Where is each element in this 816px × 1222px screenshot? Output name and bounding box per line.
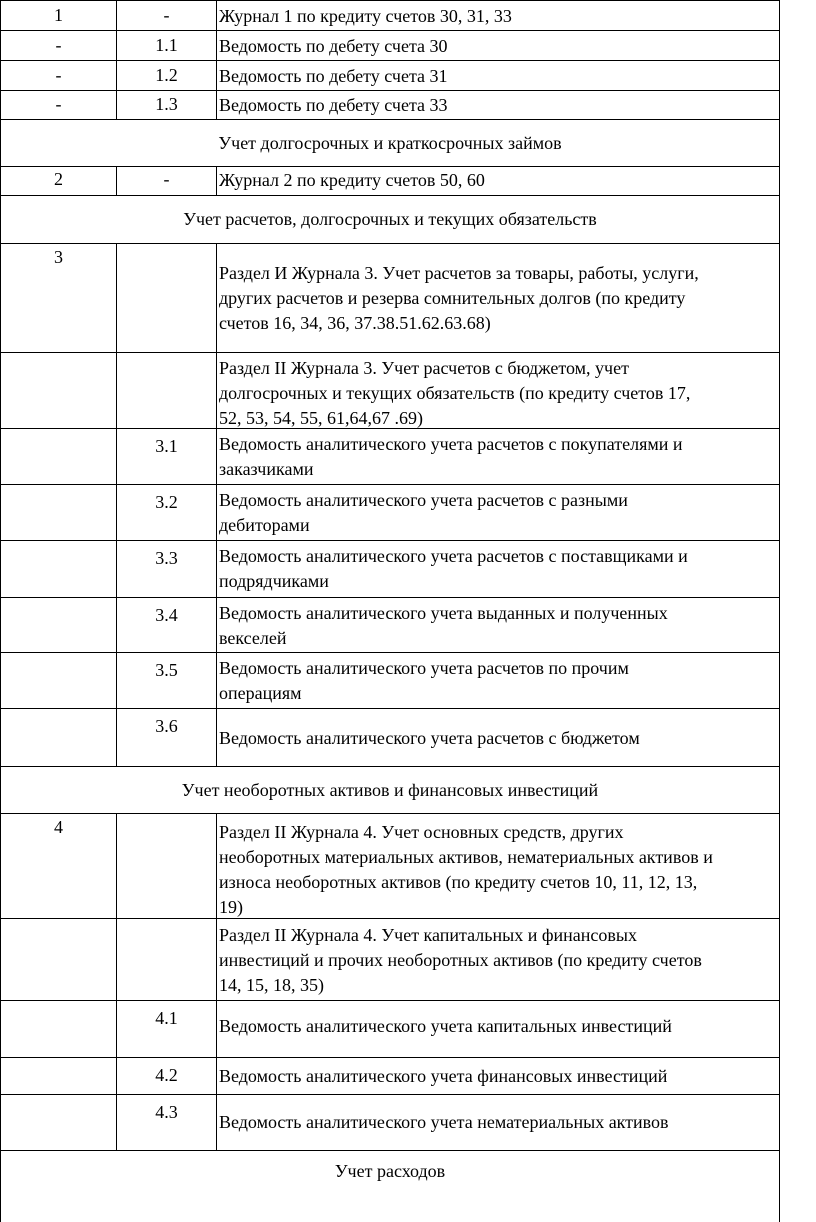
table-row bbox=[0, 598, 780, 653]
register-name-line: Ведомость аналитического учета расчетов по прочим bbox=[219, 658, 629, 678]
statement-number-cell bbox=[117, 919, 217, 1000]
register-name-cell bbox=[217, 1058, 779, 1094]
section-title: Учет расходов bbox=[334, 1161, 446, 1181]
statement-number-cell bbox=[117, 167, 217, 195]
register-name-line: Журнал 2 по кредиту счетов 50, 60 bbox=[219, 170, 485, 190]
statement-number-cell bbox=[117, 353, 217, 428]
register-name-cell bbox=[217, 429, 779, 484]
register-name-cell bbox=[217, 541, 779, 597]
statement-number-cell bbox=[117, 244, 217, 352]
register-name-line: счетов 16, 34, 36, 37.38.51.62.63.68) bbox=[219, 313, 491, 333]
table-row bbox=[0, 653, 780, 709]
register-name-line: Раздел II Журнала 4. Учет основных средств, других bbox=[219, 822, 624, 842]
journal-number-cell bbox=[1, 709, 117, 766]
register-name-line: инвестиций и прочих необоротных активов (по кредиту счетов bbox=[219, 950, 702, 970]
register-name-line: Ведомость аналитического учета капитальных инвестиций bbox=[219, 1016, 672, 1036]
journal-number-cell bbox=[1, 1058, 117, 1094]
register-name-line: заказчиками bbox=[219, 459, 314, 479]
section-title: Учет долгосрочных и краткосрочных займов bbox=[218, 133, 562, 153]
register-name-cell bbox=[217, 709, 779, 766]
register-name-line: Раздел И Журнала 3. Учет расчетов за товары, работы, услуги, bbox=[219, 263, 699, 283]
statement-number-cell bbox=[117, 61, 217, 90]
journal-number-cell bbox=[1, 919, 117, 1000]
statement-number: 1.1 bbox=[155, 35, 178, 55]
table-row bbox=[0, 919, 780, 1001]
register-name-line: износа необоротных активов (по кредиту счетов 10, 11, 12, 13, bbox=[219, 872, 698, 892]
table-row bbox=[0, 485, 780, 541]
statement-number-cell bbox=[117, 814, 217, 918]
section-header-row bbox=[0, 767, 780, 814]
statement-number-cell bbox=[117, 429, 217, 484]
statement-number-cell bbox=[117, 485, 217, 540]
table-row bbox=[0, 167, 780, 196]
statement-number: 1.2 bbox=[155, 65, 178, 85]
statement-number-cell bbox=[117, 709, 217, 766]
journal-number-cell bbox=[1, 31, 117, 60]
statement-number-cell bbox=[117, 1, 217, 30]
register-name-line: Ведомость по дебету счета 31 bbox=[219, 66, 448, 86]
statement-number-cell bbox=[117, 541, 217, 597]
register-name-cell bbox=[217, 61, 779, 90]
journal-number: 2 bbox=[54, 169, 63, 189]
journal-number: - bbox=[55, 94, 62, 114]
register-name-cell bbox=[217, 91, 779, 119]
register-name-line: Ведомость аналитического учета выданных и полученных bbox=[219, 603, 668, 623]
register-name-cell bbox=[217, 1, 779, 30]
statement-number-cell bbox=[117, 653, 217, 708]
statement-number: 4.3 bbox=[155, 1102, 178, 1122]
register-name-line: дебиторами bbox=[219, 515, 310, 535]
journal-number: 3 bbox=[54, 247, 63, 267]
table-row bbox=[0, 541, 780, 598]
section-title: Учет необоротных активов и финансовых инвестиций bbox=[181, 780, 599, 800]
table-row bbox=[0, 1095, 780, 1151]
journal-number-cell bbox=[1, 653, 117, 708]
section-title: Учет расчетов, долгосрочных и текущих обязательств bbox=[183, 209, 597, 229]
register-name-line: 14, 15, 18, 35) bbox=[219, 975, 324, 995]
register-name-line: других расчетов и резерва сомнительных долгов (по кредиту bbox=[219, 288, 686, 308]
journal-number-cell bbox=[1, 485, 117, 540]
table-row bbox=[0, 814, 780, 919]
statement-number: 3.6 bbox=[155, 716, 178, 736]
table-row bbox=[0, 1001, 780, 1058]
register-name-line: необоротных материальных активов, нематериальных активов и bbox=[219, 847, 713, 867]
statement-number: 4.1 bbox=[155, 1008, 178, 1028]
statement-number: 3.5 bbox=[155, 660, 178, 680]
statement-number-cell bbox=[117, 598, 217, 652]
register-name-line: Ведомость аналитического учета расчетов с бюджетом bbox=[219, 728, 640, 748]
statement-number: 4.2 bbox=[155, 1065, 178, 1085]
journal-number-cell bbox=[1, 429, 117, 484]
register-name-cell bbox=[217, 244, 779, 352]
journal-number: 1 bbox=[54, 5, 63, 25]
register-name-line: векселей bbox=[219, 628, 287, 648]
register-name-cell bbox=[217, 1001, 779, 1057]
statement-number-cell bbox=[117, 1058, 217, 1094]
statement-number: 1.3 bbox=[155, 94, 178, 114]
statement-number: 3.4 bbox=[155, 605, 178, 625]
journal-number-cell bbox=[1, 814, 117, 918]
journal-number-cell bbox=[1, 1095, 117, 1150]
register-name-cell bbox=[217, 1095, 779, 1150]
register-name-line: 52, 53, 54, 55, 61,64,67 .69) bbox=[219, 408, 423, 428]
statement-number: 3.1 bbox=[155, 436, 178, 456]
register-name-line: 19) bbox=[219, 897, 243, 917]
register-name-line: Раздел II Журнала 4. Учет капитальных и финансовых bbox=[219, 925, 637, 945]
statement-number: - bbox=[163, 5, 170, 25]
register-name-line: Ведомость аналитического учета расчетов с разными bbox=[219, 490, 628, 510]
register-name-cell bbox=[217, 919, 779, 1000]
journal-number-cell bbox=[1, 541, 117, 597]
journal-number: - bbox=[55, 65, 62, 85]
statement-number-cell bbox=[117, 91, 217, 119]
register-name-line: Ведомость аналитического учета нематериальных активов bbox=[219, 1112, 669, 1132]
journal-number-cell bbox=[1, 244, 117, 352]
journal-number-cell bbox=[1, 91, 117, 119]
table-row bbox=[0, 353, 780, 429]
register-name-cell bbox=[217, 598, 779, 652]
journal-number-cell bbox=[1, 1001, 117, 1057]
journal-number-cell bbox=[1, 1, 117, 30]
register-name-line: Ведомость аналитического учета расчетов с покупателями и bbox=[219, 434, 683, 454]
register-name-cell bbox=[217, 485, 779, 540]
table-row bbox=[0, 429, 780, 485]
journal-number-cell bbox=[1, 167, 117, 195]
journal-number: - bbox=[55, 35, 62, 55]
register-name-line: Ведомость по дебету счета 33 bbox=[219, 95, 448, 115]
register-name-line: Журнал 1 по кредиту счетов 30, 31, 33 bbox=[219, 6, 512, 26]
register-name-line: операциям bbox=[219, 683, 302, 703]
section-header-row bbox=[0, 196, 780, 244]
statement-number-cell bbox=[117, 31, 217, 60]
journal-number-cell bbox=[1, 61, 117, 90]
journal-number-cell bbox=[1, 598, 117, 652]
table-row bbox=[0, 709, 780, 767]
register-name-line: подрядчиками bbox=[219, 571, 329, 591]
statement-number-cell bbox=[117, 1095, 217, 1150]
table-row bbox=[0, 31, 780, 61]
statement-number: 3.2 bbox=[155, 492, 178, 512]
register-name-cell bbox=[217, 353, 779, 428]
statement-number: 3.3 bbox=[155, 548, 178, 568]
register-name-line: Ведомость аналитического учета финансовых инвестиций bbox=[219, 1066, 668, 1086]
section-header-row bbox=[0, 120, 780, 167]
register-name-cell bbox=[217, 31, 779, 60]
register-name-cell bbox=[217, 653, 779, 708]
journal-number-cell bbox=[1, 353, 117, 428]
section-header-row bbox=[0, 1151, 780, 1222]
register-name-cell bbox=[217, 814, 779, 918]
journal-number: 4 bbox=[54, 817, 63, 837]
register-name-line: Раздел II Журнала 3. Учет расчетов с бюджетом, учет bbox=[219, 358, 629, 378]
statement-number-cell bbox=[117, 1001, 217, 1057]
table-row bbox=[0, 0, 780, 31]
table-row bbox=[0, 61, 780, 91]
register-name-line: Ведомость аналитического учета расчетов с поставщиками и bbox=[219, 546, 688, 566]
register-name-line: Ведомость по дебету счета 30 bbox=[219, 36, 448, 56]
table-row bbox=[0, 1058, 780, 1095]
table-row bbox=[0, 244, 780, 353]
register-name-cell bbox=[217, 167, 779, 195]
register-name-line: долгосрочных и текущих обязательств (по кредиту счетов 17, bbox=[219, 383, 691, 403]
statement-number: - bbox=[163, 169, 170, 189]
table-row bbox=[0, 91, 780, 120]
